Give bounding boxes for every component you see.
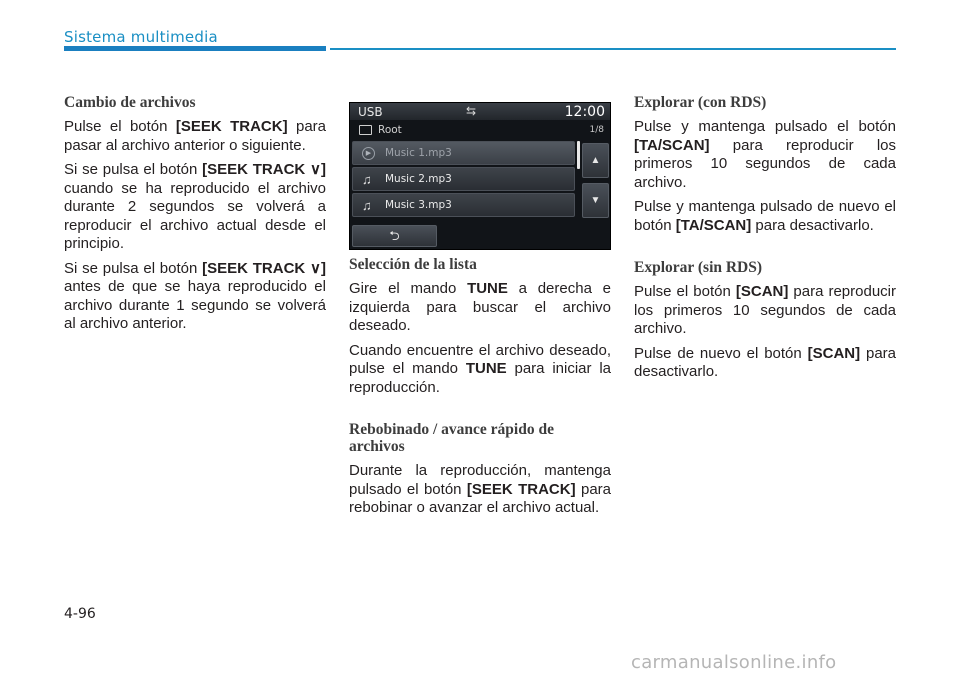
paragraph: Pulse y mantenga pulsado de nuevo el botón [TA/SCAN] para desactivarlo. [634, 198, 896, 234]
paragraph: Pulse y mantenga pulsado el botón [TA/SCAN] para reproducir los primeros 10 segundos de cada archivo. [634, 118, 896, 191]
folder-name: Root [378, 124, 402, 136]
scroll-down-icon: ▼ [582, 183, 609, 218]
column-right [634, 94, 896, 388]
paragraph: Durante la reproducción, mantenga pulsado el botón [SEEK TRACK] para rebobinar o avanzar el archivo actual. [349, 462, 612, 516]
track-name: Music 2.mp3 [385, 173, 452, 185]
track-name: Music 1.mp3 [385, 147, 452, 159]
back-arrow-icon: ⮌ [352, 225, 437, 247]
paragraph: Pulse el botón [SEEK TRACK] para pasar al archivo anterior o siguiente. [64, 118, 326, 154]
paragraph: Cuando encuentre el archivo deseado, pulse el mando TUNE para iniciar la reproducción. [349, 341, 611, 396]
page-number: 4-96 [64, 606, 96, 622]
folder-icon [359, 125, 372, 135]
header-rule-thick [64, 46, 326, 51]
heading-explorar-sin-rds: Explorar (sin RDS) [634, 259, 763, 276]
music-note-icon: ♫ [362, 198, 372, 213]
column-left [64, 94, 326, 340]
track-count: 1/8 [589, 125, 604, 135]
scroll-up-icon: ▲ [582, 143, 609, 178]
usb-icon: ⇆ [466, 104, 477, 118]
heading-explorar-con-rds: Explorar (con RDS) [634, 94, 767, 111]
folder-row [350, 122, 610, 139]
list-item [352, 167, 575, 191]
screen-status-bar [350, 103, 610, 120]
paragraph: Si se pulsa el botón [SEEK TRACK ∨] antes de que se haya reproducido el archivo durante 1 segundo se volverá al archivo anterior. [64, 259, 326, 332]
track-name: Music 3.mp3 [385, 199, 452, 211]
play-icon: ▶ [362, 147, 375, 160]
paragraph: Pulse el botón [SCAN] para reproducir los primeros 10 segundos de cada archivo. [634, 283, 896, 337]
clock: 12:00 [564, 104, 605, 120]
heading-cambio-de-archivos: Cambio de archivos [64, 94, 196, 111]
heading-seleccion-lista: Selección de la lista [349, 256, 477, 273]
source-label: USB [358, 105, 383, 119]
section-title: Sistema multimedia [64, 28, 218, 46]
header-rule-thin [330, 48, 896, 50]
scrollbar [577, 141, 580, 169]
list-item [352, 141, 575, 165]
music-note-icon: ♫ [362, 172, 372, 187]
paragraph: Gire el mando TUNE a derecha e izquierda para buscar el archivo deseado. [349, 280, 611, 334]
paragraph: Pulse de nuevo el botón [SCAN] para desactivarlo. [634, 344, 896, 380]
watermark: carmanualsonline.info [631, 652, 837, 673]
paragraph: Si se pulsa el botón [SEEK TRACK ∨] cuando se ha reproducido el archivo durante 2 segundos se volverá a reproducir el archivo actual desde el principio. [64, 161, 326, 252]
usb-screen-image [349, 102, 611, 250]
page-header [0, 0, 960, 60]
heading-rebobinado: Rebobinado / avance rápido de archivos [349, 421, 554, 455]
list-item [352, 193, 575, 217]
column-middle [349, 98, 611, 524]
